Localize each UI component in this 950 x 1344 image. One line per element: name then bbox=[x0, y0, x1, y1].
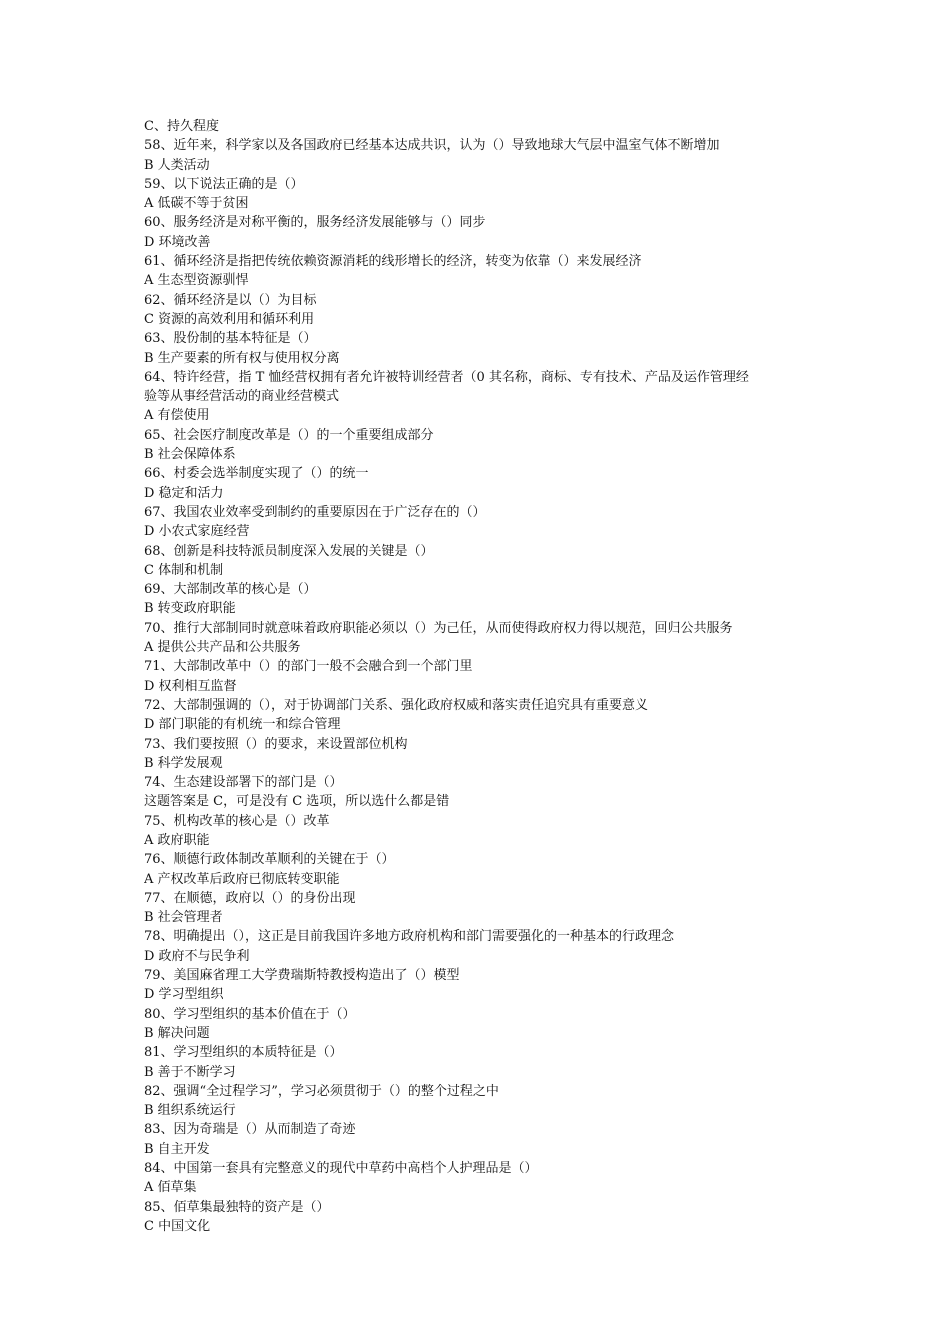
text-line: D 环境改善 bbox=[144, 234, 211, 250]
text-line: 74、生态建设部署下的部门是（） bbox=[144, 775, 343, 791]
text-line: 80、学习型组织的基本价值在于（） bbox=[144, 1006, 356, 1022]
text-line: 61、循环经济是指把传统依赖资源消耗的线形增长的经济，转变为依靠（）来发展经济 bbox=[144, 254, 642, 270]
text-line: C 资源的高效利用和循环利用 bbox=[144, 311, 315, 327]
text-line: 验等从事经营活动的商业经营模式 bbox=[144, 389, 340, 405]
text-line: 81、学习型组织的本质特征是（） bbox=[144, 1045, 343, 1061]
text-line: A 产权改革后政府已彻底转变职能 bbox=[144, 871, 340, 887]
text-line: 73、我们要按照（）的要求，来设置部位机构 bbox=[144, 736, 408, 752]
text-line: D 稳定和活力 bbox=[144, 485, 224, 501]
text-line: 64、特许经营，指 T 恤经营权拥有者允许被特训经营者（0 其名称，商标、专有技术、产品及运作管理经 bbox=[144, 369, 749, 385]
text-line: A 有偿使用 bbox=[144, 408, 210, 424]
text-line: B 组织系统运行 bbox=[144, 1103, 236, 1119]
text-line: A 提供公共产品和公共服务 bbox=[144, 640, 301, 656]
text-line: 68、创新是科技特派员制度深入发展的关键是（） bbox=[144, 543, 434, 559]
text-line: C 体制和机制 bbox=[144, 562, 224, 578]
text-line: B 自主开发 bbox=[144, 1141, 210, 1157]
text-line: 79、美国麻省理工大学费瑞斯特教授构造出了（）模型 bbox=[144, 968, 460, 984]
text-line: A 佰草集 bbox=[144, 1180, 197, 1196]
text-line: 67、我国农业效率受到制约的重要原因在于广泛存在的（） bbox=[144, 504, 486, 520]
text-line: 85、佰草集最独特的资产是（） bbox=[144, 1199, 330, 1215]
text-line: A 低碳不等于贫困 bbox=[144, 196, 249, 212]
text-line: A 生态型资源驯悍 bbox=[144, 273, 249, 289]
text-line: 65、社会医疗制度改革是（）的一个重要组成部分 bbox=[144, 427, 434, 443]
text-line: B 解决问题 bbox=[144, 1025, 210, 1041]
text-line: D 部门职能的有机统一和综合管理 bbox=[144, 717, 341, 733]
text-line: B 社会保障体系 bbox=[144, 447, 236, 463]
text-line: 59、以下说法正确的是（） bbox=[144, 176, 304, 192]
text-line: B 人类活动 bbox=[144, 157, 210, 173]
text-line: 70、推行大部制同时就意味着政府职能必须以（）为己任，从而使得政府权力得以规范，回归公共服务 bbox=[144, 620, 733, 636]
text-line: 82、强调“全过程学习”，学习必须贯彻于（）的整个过程之中 bbox=[144, 1083, 499, 1099]
text-line: B 社会管理者 bbox=[144, 910, 223, 926]
text-line: D 权利相互监督 bbox=[144, 678, 237, 694]
text-line: 83、因为奇瑞是（）从而制造了奇迹 bbox=[144, 1122, 356, 1138]
text-line: 76、顺德行政体制改革顺利的关键在于（） bbox=[144, 852, 395, 868]
text-line: C、持久程度 bbox=[144, 119, 219, 134]
text-line: 77、在顺德，政府以（）的身份出现 bbox=[144, 890, 356, 906]
text-line: 69、大部制改革的核心是（） bbox=[144, 582, 317, 598]
text-line: 66、村委会选举制度实现了（）的统一 bbox=[144, 466, 369, 482]
text-line: B 转变政府职能 bbox=[144, 601, 236, 617]
text-line: B 善于不断学习 bbox=[144, 1064, 236, 1080]
text-line: 63、股份制的基本特征是（） bbox=[144, 331, 317, 347]
text-line: A 政府职能 bbox=[144, 832, 210, 848]
text-line: B 科学发展观 bbox=[144, 755, 223, 771]
text-line: 58、近年来，科学家以及各国政府已经基本达成共识，认为（）导致地球大气层中温室气体不断增加 bbox=[144, 138, 720, 154]
text-line: 78、明确提出（），这正是目前我国许多地方政府机构和部门需要强化的一种基本的行政理念 bbox=[144, 929, 675, 945]
text-line: D 小农式家庭经营 bbox=[144, 524, 250, 540]
text-line: 60、服务经济是对称平衡的，服务经济发展能够与（）同步 bbox=[144, 215, 486, 231]
text-line: D 学习型组织 bbox=[144, 987, 224, 1003]
text-line: 这题答案是 C，可是没有 C 选项，所以选什么都是错 bbox=[144, 794, 450, 810]
text-line: 75、机构改革的核心是（）改革 bbox=[144, 813, 330, 829]
text-line: 84、中国第一套具有完整意义的现代中草药中高档个人护理品是（） bbox=[144, 1161, 538, 1177]
text-line: B 生产要素的所有权与使用权分离 bbox=[144, 350, 340, 366]
text-line: D 政府不与民争利 bbox=[144, 948, 250, 964]
text-line: 71、大部制改革中（）的部门一般不会融合到一个部门里 bbox=[144, 659, 473, 675]
document-body bbox=[144, 117, 814, 1236]
text-line: 72、大部制强调的（），对于协调部门关系、强化政府权威和落实责任追究具有重要意义 bbox=[144, 697, 649, 713]
text-line: C 中国文化 bbox=[144, 1218, 211, 1234]
text-line: 62、循环经济是以（）为目标 bbox=[144, 292, 317, 308]
